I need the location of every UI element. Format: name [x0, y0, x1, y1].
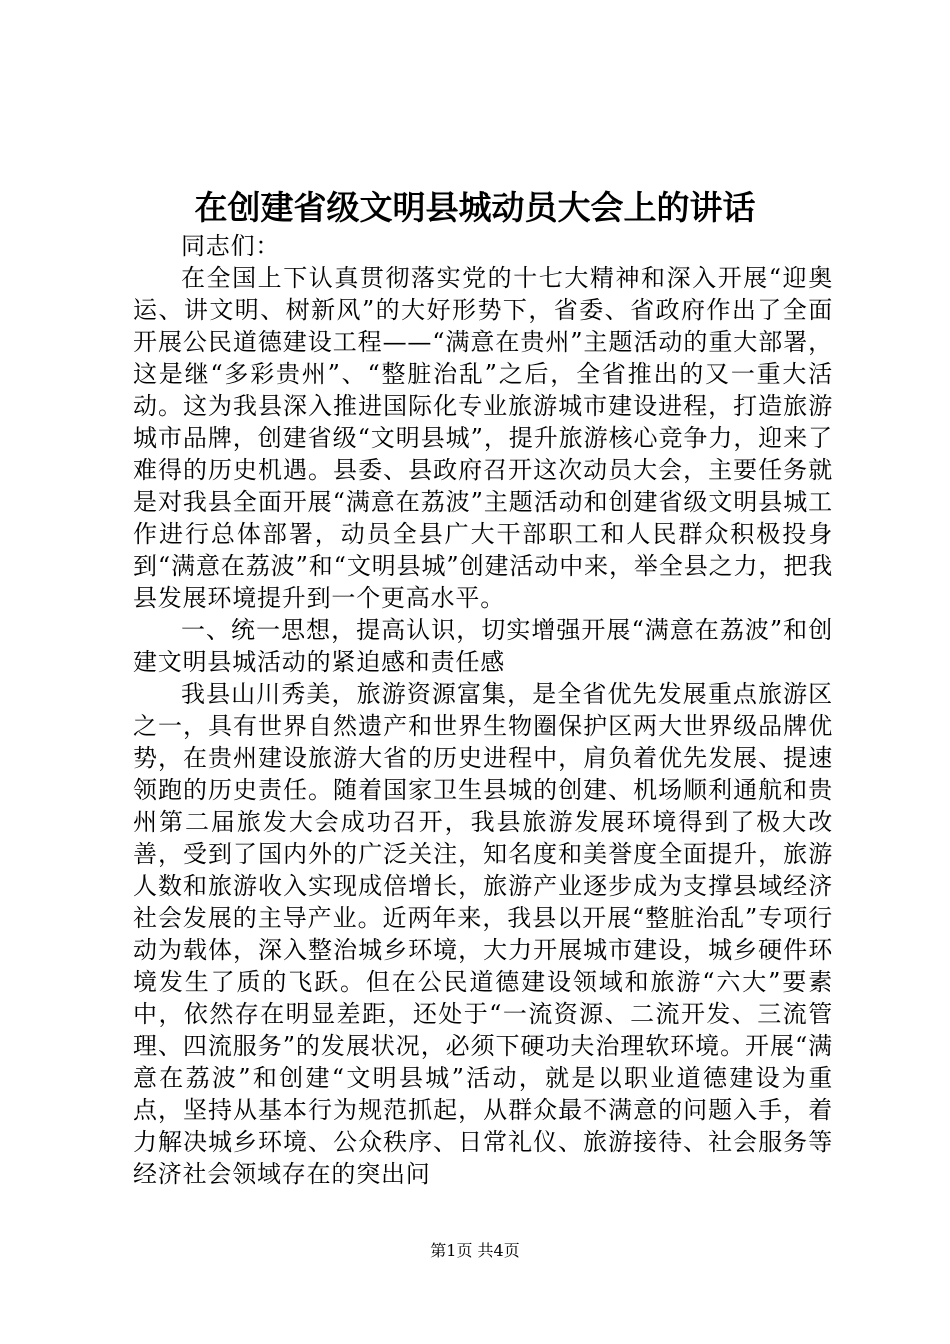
document-body: [133, 230, 833, 1190]
section-heading: 一、统一思想，提高认识，切实增强开展“满意在荔波”和创建文明县城活动的紧迫感和责任感: [133, 616, 833, 676]
salutation-paragraph: 同志们：: [181, 232, 281, 260]
document-title: 在创建省级文明县城动员大会上的讲话: [194, 188, 756, 227]
body-paragraph: 我县山川秀美，旅游资源富集，是全省优先发展重点旅游区之一，具有世界自然遗产和世界生物圈保护区两大世界级品牌优势，在贵州建设旅游大省的历史进程中，肩负着优先发展、提速领跑的历史责任。随着国家卫生县城的创建、机场顺利通航和贵州第二届旅发大会成功召开，我县旅游发展环境得到了极大改善，受到了国内外的广泛关注，知名度和美誉度全面提升，旅游人数和旅游收入实现成倍增长，旅游产业逐步成为支撑县域经济社会发展的主导产业。近两年来，我县以开展“整脏治乱”专项行动为载体，深入整治城乡环境，大力开展城市建设，城乡硬件环境发生了质的飞跃。但在公民道德建设领域和旅游“六大”要素中，依然存在明显差距，还处于“一流资源、二流开发、三流管理、四流服务”的发展状况，必须下硬功夫治理软环境。开展“满意在荔波”和创建“文明县城”活动，就是以职业道德建设为重点，坚持从基本行为规范抓起，从群众最不满意的问题入手，着力解决城乡环境、公众秩序、日常礼仪、旅游接待、社会服务等经济社会领域存在的突出问: [133, 680, 833, 1188]
body-paragraph: 在全国上下认真贯彻落实党的十七大精神和深入开展“迎奥运、讲文明、树新风”的大好形势下，省委、省政府作出了全面开展公民道德建设工程——“满意在贵州”主题活动的重大部署，这是继“多彩贵州”、“整脏治乱”之后，全省推出的又一重大活动。这为我县深入推进国际化专业旅游城市建设进程，打造旅游城市品牌，创建省级“文明县城”，提升旅游核心竞争力，迎来了难得的历史机遇。县委、县政府召开这次动员大会，主要任务就是对我县全面开展“满意在荔波”主题活动和创建省级文明县城工作进行总体部署，动员全县广大干部职工和人民群众积极投身到“满意在荔波”和“文明县城”创建活动中来，举全县之力，把我县发展环境提升到一个更高水平。: [133, 264, 833, 612]
page-number: 第1页 共4页: [430, 1241, 520, 1260]
